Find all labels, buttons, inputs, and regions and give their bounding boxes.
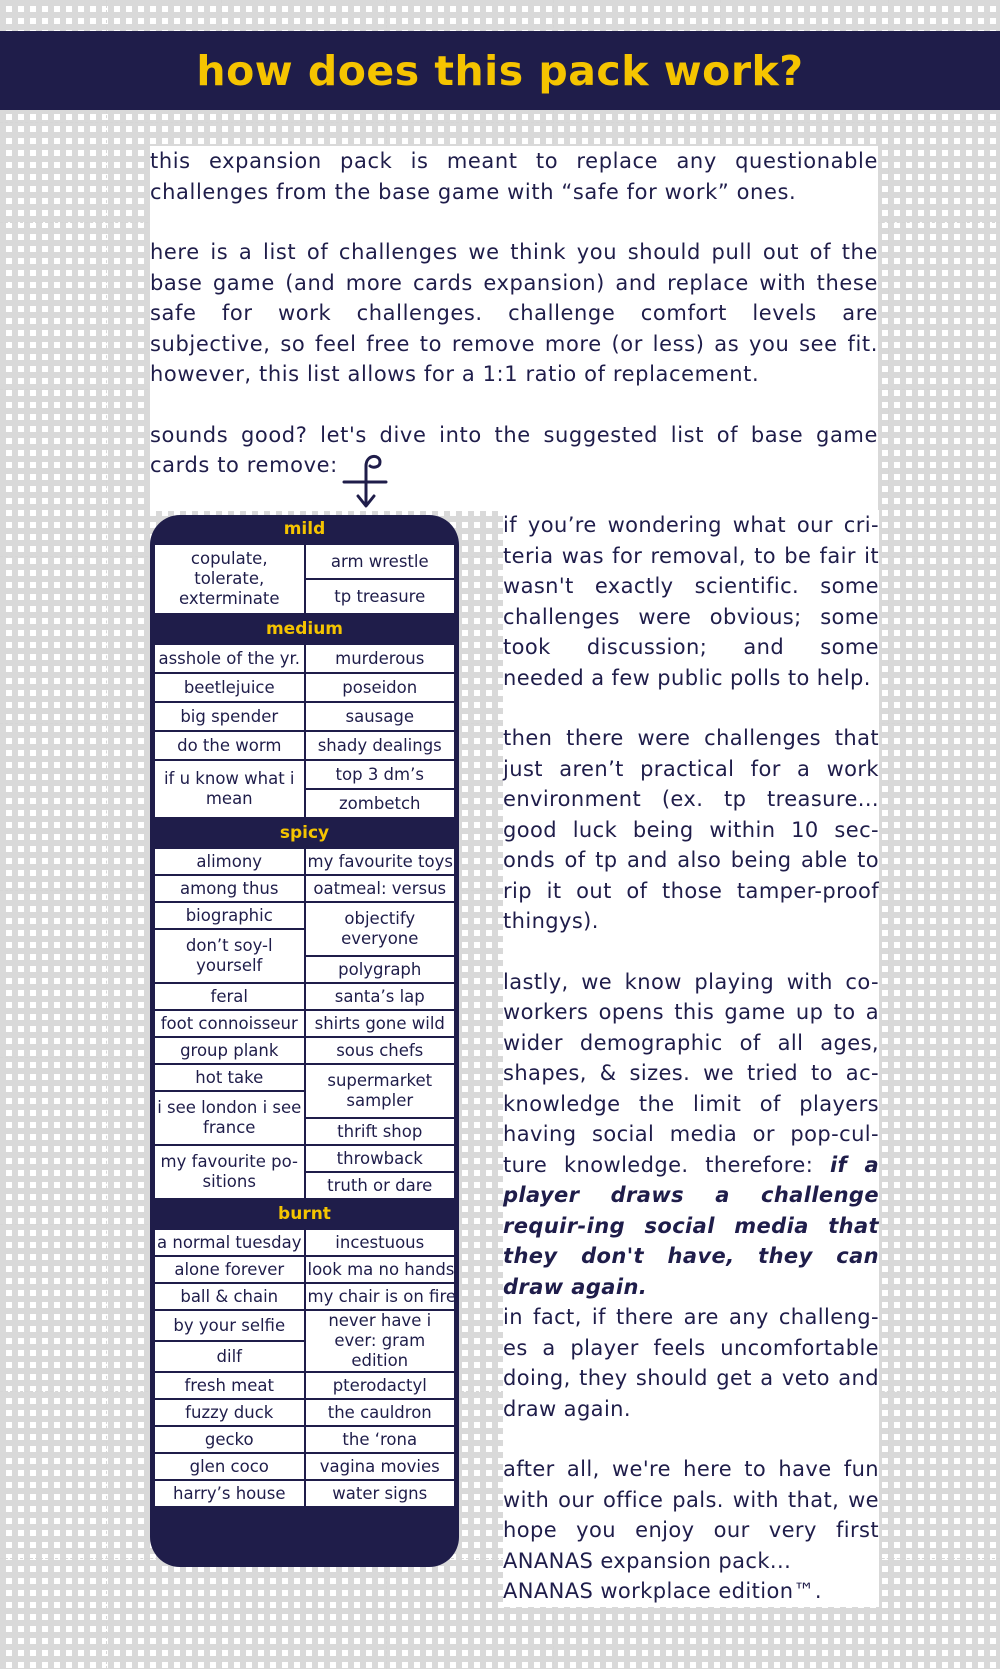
list-item: alimony xyxy=(154,848,305,875)
section-title-spicy: spicy xyxy=(279,823,330,843)
list-item: the ‘rona xyxy=(305,1426,456,1453)
list-item: vagina movies xyxy=(305,1453,456,1480)
explanation-paragraph-3 xyxy=(503,967,879,1303)
page-title: how does this pack work? xyxy=(196,46,804,95)
list-item: asshole of the yr. xyxy=(154,644,305,673)
list-item: my favourite po-sitions xyxy=(154,1145,305,1199)
list-item: sausage xyxy=(305,702,456,731)
list-item: copulate, tolerate, exterminate xyxy=(154,544,305,614)
list-item: polygraph xyxy=(305,956,456,983)
list-item: supermarket sampler xyxy=(305,1064,456,1118)
explanation-paragraph-5: after all, we're here to have fun with our office pals. with that, we hope you enjoy our very first ANANAS expansion pack... xyxy=(503,1457,879,1573)
mild-table xyxy=(153,543,456,615)
list-item: arm wrestle xyxy=(305,544,456,579)
arrow-down-icon xyxy=(340,452,390,512)
list-item: sous chefs xyxy=(305,1037,456,1064)
list-item: water signs xyxy=(305,1480,456,1507)
explanation-paragraph-3-text: lastly, we know playing with co-workers opens this game up to a wider demographic of all ages, shapes, & sizes. we tried to ac-knowledge the limit of players having social media or pop-cul-ture knowledge. therefore: xyxy=(503,969,879,1177)
explanation-column xyxy=(503,510,879,1607)
list-item: murderous xyxy=(305,644,456,673)
list-item: the cauldron xyxy=(305,1399,456,1426)
list-item: alone forever xyxy=(154,1256,305,1283)
removal-list-card xyxy=(150,515,459,1567)
list-item: don’t soy-l yourself xyxy=(154,929,305,983)
list-item: tp treasure xyxy=(305,579,456,614)
list-item: thrift shop xyxy=(305,1118,456,1145)
list-item: oatmeal: versus xyxy=(305,875,456,902)
list-item: foot connoisseur xyxy=(154,1010,305,1037)
list-item: pterodactyl xyxy=(305,1372,456,1399)
explanation-paragraph-4: in fact, if there are any challeng-es a player feels uncomfortable doing, they should get a veto and draw again. xyxy=(503,1305,879,1421)
list-item: do the worm xyxy=(154,731,305,760)
list-item: look ma no hands xyxy=(305,1256,456,1283)
medium-table xyxy=(153,643,456,819)
intro-paragraph-3: sounds good? let's dive into the suggested list of base game cards to remove: xyxy=(150,422,878,477)
list-item: top 3 dm’s xyxy=(305,760,456,789)
list-item: beetlejuice xyxy=(154,673,305,702)
list-item: big spender xyxy=(154,702,305,731)
list-item: dilf xyxy=(154,1341,305,1372)
list-item: biographic xyxy=(154,902,305,929)
section-title-burnt: burnt xyxy=(278,1204,331,1224)
list-item: gecko xyxy=(154,1426,305,1453)
intro-paragraph-1: this expansion pack is meant to replace any questionable challenges from the base game with “safe for work” ones. xyxy=(150,149,878,204)
list-item: feral xyxy=(154,983,305,1010)
list-item: group plank xyxy=(154,1037,305,1064)
list-item: fuzzy duck xyxy=(154,1399,305,1426)
list-item: glen coco xyxy=(154,1453,305,1480)
intro-text xyxy=(150,146,878,511)
spicy-table xyxy=(153,847,456,1200)
list-item: throwback xyxy=(305,1145,456,1172)
emphasis-rule: if a player draws a challenge requir-ing social media that they don't have, they can draw again. xyxy=(503,1152,880,1299)
list-item: shady dealings xyxy=(305,731,456,760)
explanation-paragraph-1: if you’re wondering what our cri-teria was for removal, to be fair it wasn't exactly scientific. some challenges were obvious; some took discussion; and some needed a few public polls to help. xyxy=(503,513,879,690)
list-item: i see london i see france xyxy=(154,1091,305,1145)
list-item: truth or dare xyxy=(305,1172,456,1199)
header-banner xyxy=(0,31,1000,110)
list-item: incestuous xyxy=(305,1229,456,1256)
list-item: zombetch xyxy=(305,789,456,818)
burnt-table xyxy=(153,1228,456,1508)
list-item: hot take xyxy=(154,1064,305,1091)
list-item: if u know what i mean xyxy=(154,760,305,818)
explanation-paragraph-2: then there were challenges that just aren’t practical for a work environment (ex. tp treasure... good luck being within 10 sec-onds of tp and also being able to rip it out of those tamper-proof thingys). xyxy=(503,726,879,933)
list-item: a normal tuesday xyxy=(154,1229,305,1256)
list-item: ball & chain xyxy=(154,1283,305,1310)
list-item: among thus xyxy=(154,875,305,902)
list-item: my chair is on fire xyxy=(305,1283,456,1310)
list-item: harry’s house xyxy=(154,1480,305,1507)
list-item: objectify everyone xyxy=(305,902,456,956)
list-item: santa’s lap xyxy=(305,983,456,1010)
closing-line: ANANAS workplace edition™. xyxy=(503,1579,822,1603)
list-item: never have i ever: gram edition xyxy=(305,1310,456,1372)
list-item: shirts gone wild xyxy=(305,1010,456,1037)
intro-paragraph-2: here is a list of challenges we think you should pull out of the base game (and more cards expansion) and replace with these safe for work challenges. challenge comfort levels are subjective, so feel free to remove more (or less) as you see fit. however, this list allows for a 1:1 ratio of replacement. xyxy=(150,240,878,386)
list-item: poseidon xyxy=(305,673,456,702)
list-item: my favourite toys xyxy=(305,848,456,875)
section-title-medium: medium xyxy=(265,619,344,639)
section-title-mild: mild xyxy=(283,519,326,539)
list-item: by your selfie xyxy=(154,1310,305,1341)
list-item: fresh meat xyxy=(154,1372,305,1399)
